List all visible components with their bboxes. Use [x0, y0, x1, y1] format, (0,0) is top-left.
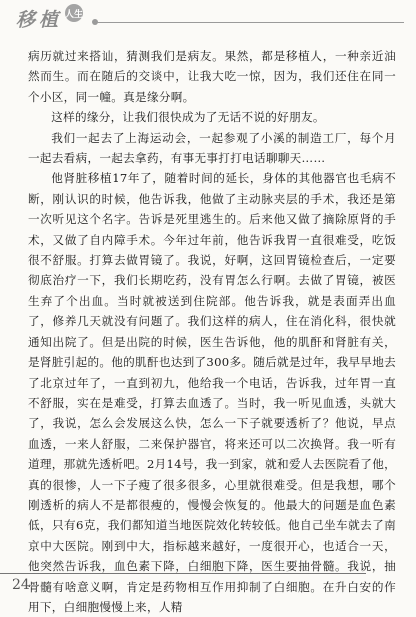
- book-logo: [16, 6, 83, 32]
- logo-badge: 人生: [65, 4, 83, 22]
- page-header: [0, 0, 416, 40]
- footer-divider: [0, 573, 366, 574]
- paragraph-2: 这样的缘分，让我们很快成为了无话不说的好朋友。: [51, 110, 325, 125]
- logo-title: 移植: [16, 9, 63, 31]
- paragraph-1: 病历就过来搭讪，猜测我们是病友。果然，都是移植人，一种亲近油然而生。而在随后的交谈中，让我大吃一惊，因为，我们还住在同一个小区，同一幢。真是缘分啊。: [28, 49, 396, 104]
- body-text: [28, 46, 396, 617]
- header-divider: [95, 22, 404, 23]
- paragraph-3: 我们一起去了上海运动会，一起参观了小溪的制造工厂，每个月一起去看病，一起去拿药，有事无事打打电话聊聊天……: [28, 130, 396, 166]
- page-number: 24: [12, 577, 30, 593]
- paragraph-4: 他肾脏移植17年了，随着时间的延长，身体的其他器官也毛病不断，刚认识的时候，他告诉我，他做了主动脉夹层的手术，我还是第一次听见这个名字。告诉是死里逃生的。后来他又做了摘除原肾的手术，又做了自内障手术。今年过年前，他告诉我胃一直很难受，吃饭很不舒服。打算去做胃镜了。我说，好啊，这回胃镜检查后，一定要彻底治疗一下，我们长期吃药，没有胃怎么行啊。去做了胃镜，被医生弃了个出血。当时就被送到住院部。他告诉我，就是表面弄出血了，修养几天就没有问题了。我们这样的病人，住在消化科，很快就通知出院了。但是出院的时候，医生告诉他，他的肌酐和肾脏有关，是肾脏引起的。他的肌酐也达到了300多。随后就是过年，我早早地去了北京过年了，一直到初九，他给我一个电话，告诉我，过年胃一直不舒服，实在是难受，打算去血透了。当时，我一听见血透，头就大了，我说，怎么会发展这么快，怎么一下子就要透析了？他说，早点血透，一来人舒服，二来保护器官，将来还可以二次换肾。我一听有道理，那就先透析吧。2月14号，我一到家，就和爱人去医院看了他，真的很惨，人一下子瘦了很多很多，心里就很难受。但是我想，哪个刚透析的病人不是都很瘦的，慢慢会恢复的。他最大的问题是血色素低，只有6克，我们都知道当地医院效化转较低。他自己坐车就去了南京中大医院。刚到中大，指标越来越好，一度很开心，也适合一天，他突然告诉我，血色素下降，白细胞下降，医生要抽骨髓。我说，抽骨髓有啥意义啊，肯定是药物相互作用抑制了白细胞。在升白安的作用下，白细胞慢慢上来，人精: [28, 171, 396, 614]
